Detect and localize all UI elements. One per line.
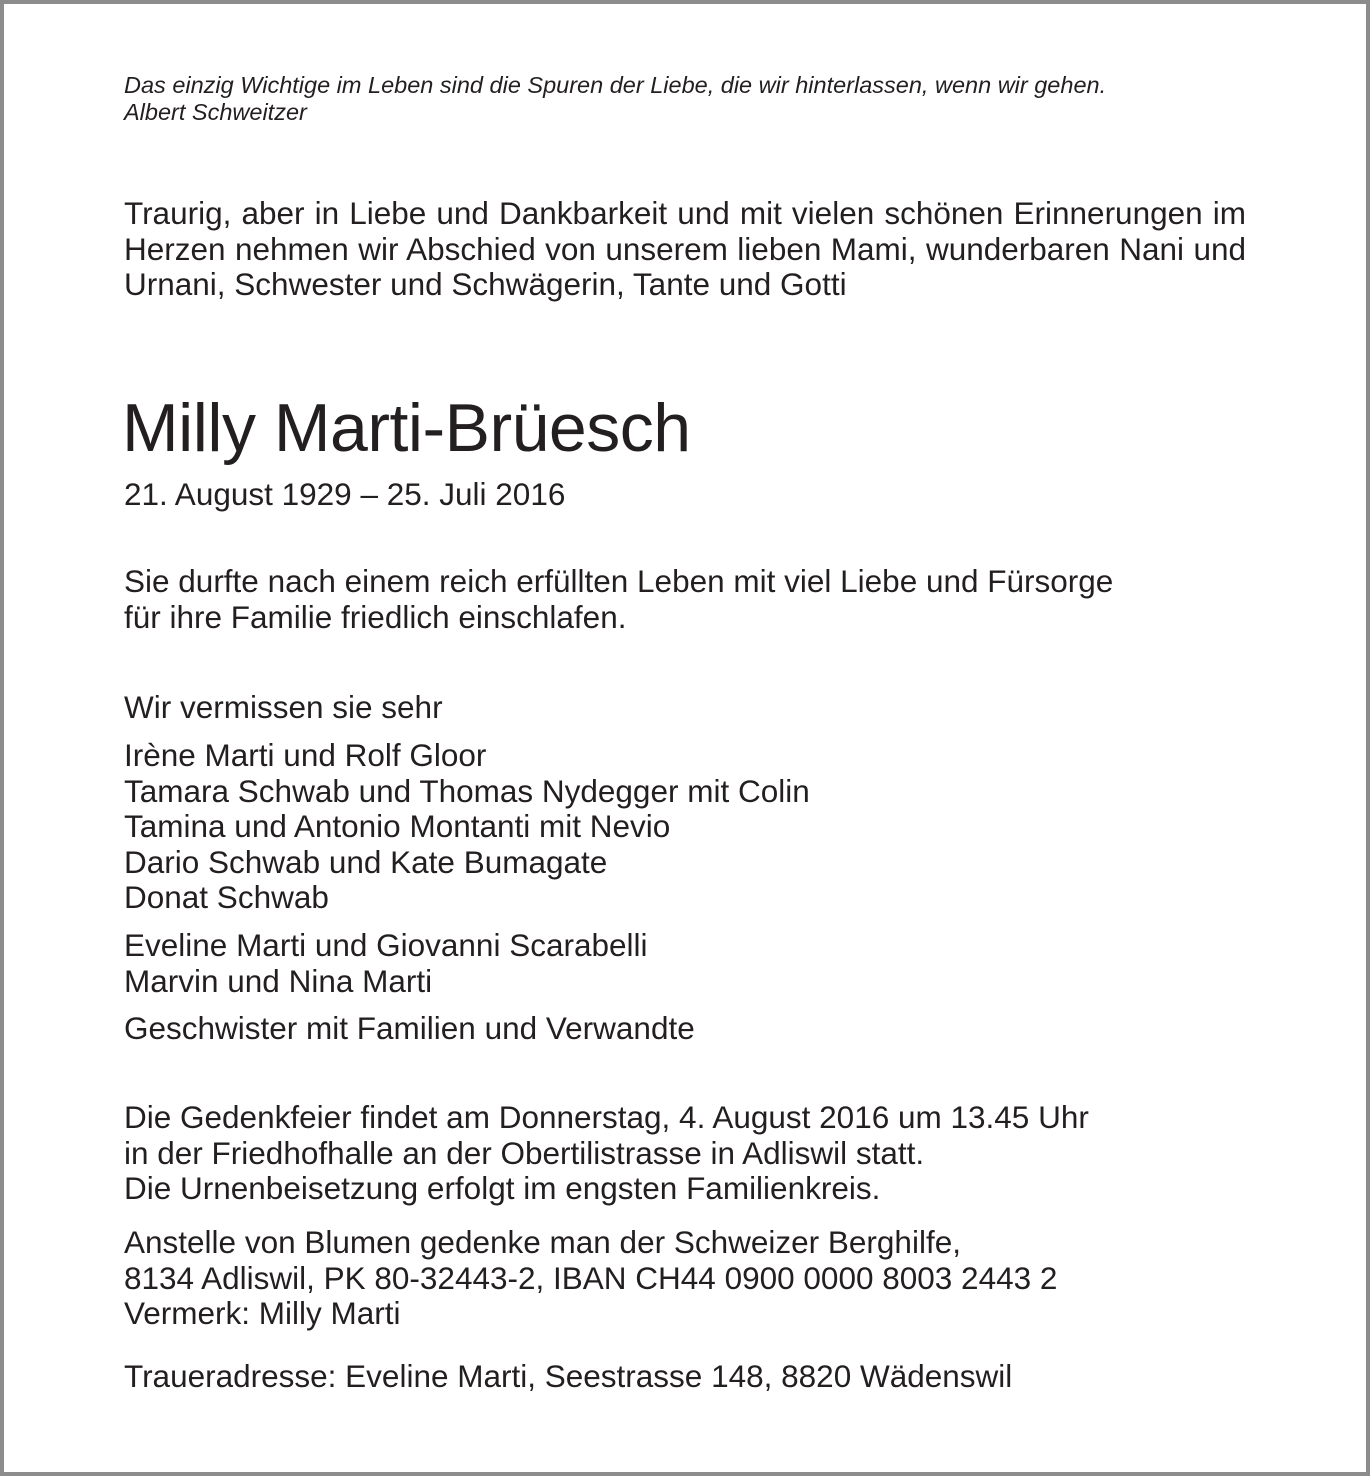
donation-line: 8134 Adliswil, PK 80-32443-2, IBAN CH44 0900 0000 8003 2443 2 <box>124 1259 1058 1296</box>
mourning-address <box>124 1359 1254 1395</box>
passing-text <box>124 564 1254 635</box>
mourners-family-2 <box>124 928 1254 999</box>
mourners-heading <box>124 690 1254 726</box>
quote-author: Albert Schweitzer <box>124 99 307 125</box>
service-info <box>124 1100 1254 1207</box>
address-line: Traueradresse: Eveline Marti, Seestrasse 148, 8820 Wädenswil <box>124 1358 1013 1394</box>
mourners-siblings <box>124 1011 1254 1047</box>
donation-line: Anstelle von Blumen gedenke man der Schweizer Berghilfe, <box>124 1224 961 1260</box>
service-line: Die Urnenbeisetzung erfolgt im engsten Familienkreis. <box>124 1170 881 1206</box>
service-line: in der Friedhofhalle an der Obertilistrasse in Adliswil statt. <box>124 1134 925 1171</box>
mourner-line: Eveline Marti und Giovanni Scarabelli <box>124 927 648 963</box>
mourner-line: Irène Marti und Rolf Gloor <box>124 737 487 773</box>
intro-text: Traurig, aber in Liebe und Dankbarkeit und mit vielen schönen Erinnerungen im Herzen nehmen wir Abschied von unserem lieben Mami, wunderbaren Nani und Urnani, Schwester und Schwägerin, Tante und Gotti <box>124 195 1246 302</box>
siblings-line: Geschwister mit Familien und Verwandte <box>124 1010 695 1046</box>
mourner-line: Donat Schwab <box>124 879 329 915</box>
mourner-line: Dario Schwab und Kate Bumagate <box>124 843 608 880</box>
passing-line: für ihre Familie friedlich einschlafen. <box>124 598 627 635</box>
passing-line: Sie durfte nach einem reich erfüllten Leben mit viel Liebe und Fürsorge <box>124 563 1114 599</box>
service-line: Die Gedenkfeier findet am Donnerstag, 4. August 2016 um 13.45 Uhr <box>124 1099 1089 1135</box>
deceased-name: Milly Marti-Brüesch <box>122 390 691 466</box>
quote-text: Das einzig Wichtige im Leben sind die Spuren der Liebe, die wir hinterlassen, wenn wir gehen. <box>124 72 1107 98</box>
mourner-line: Tamina und Antonio Montanti mit Nevio <box>124 808 671 844</box>
donation-info <box>124 1225 1254 1332</box>
life-dates: 21. August 1929 – 25. Juli 2016 <box>124 476 566 512</box>
mourner-line: Tamara Schwab und Thomas Nydegger mit Colin <box>124 772 810 809</box>
mourners-heading-text: Wir vermissen sie sehr <box>124 689 443 725</box>
mourner-line: Marvin und Nina Marti <box>124 962 433 999</box>
motto-quote <box>124 72 1246 126</box>
mourners-family-1 <box>124 738 1254 916</box>
donation-line: Vermerk: Milly Marti <box>124 1295 401 1331</box>
